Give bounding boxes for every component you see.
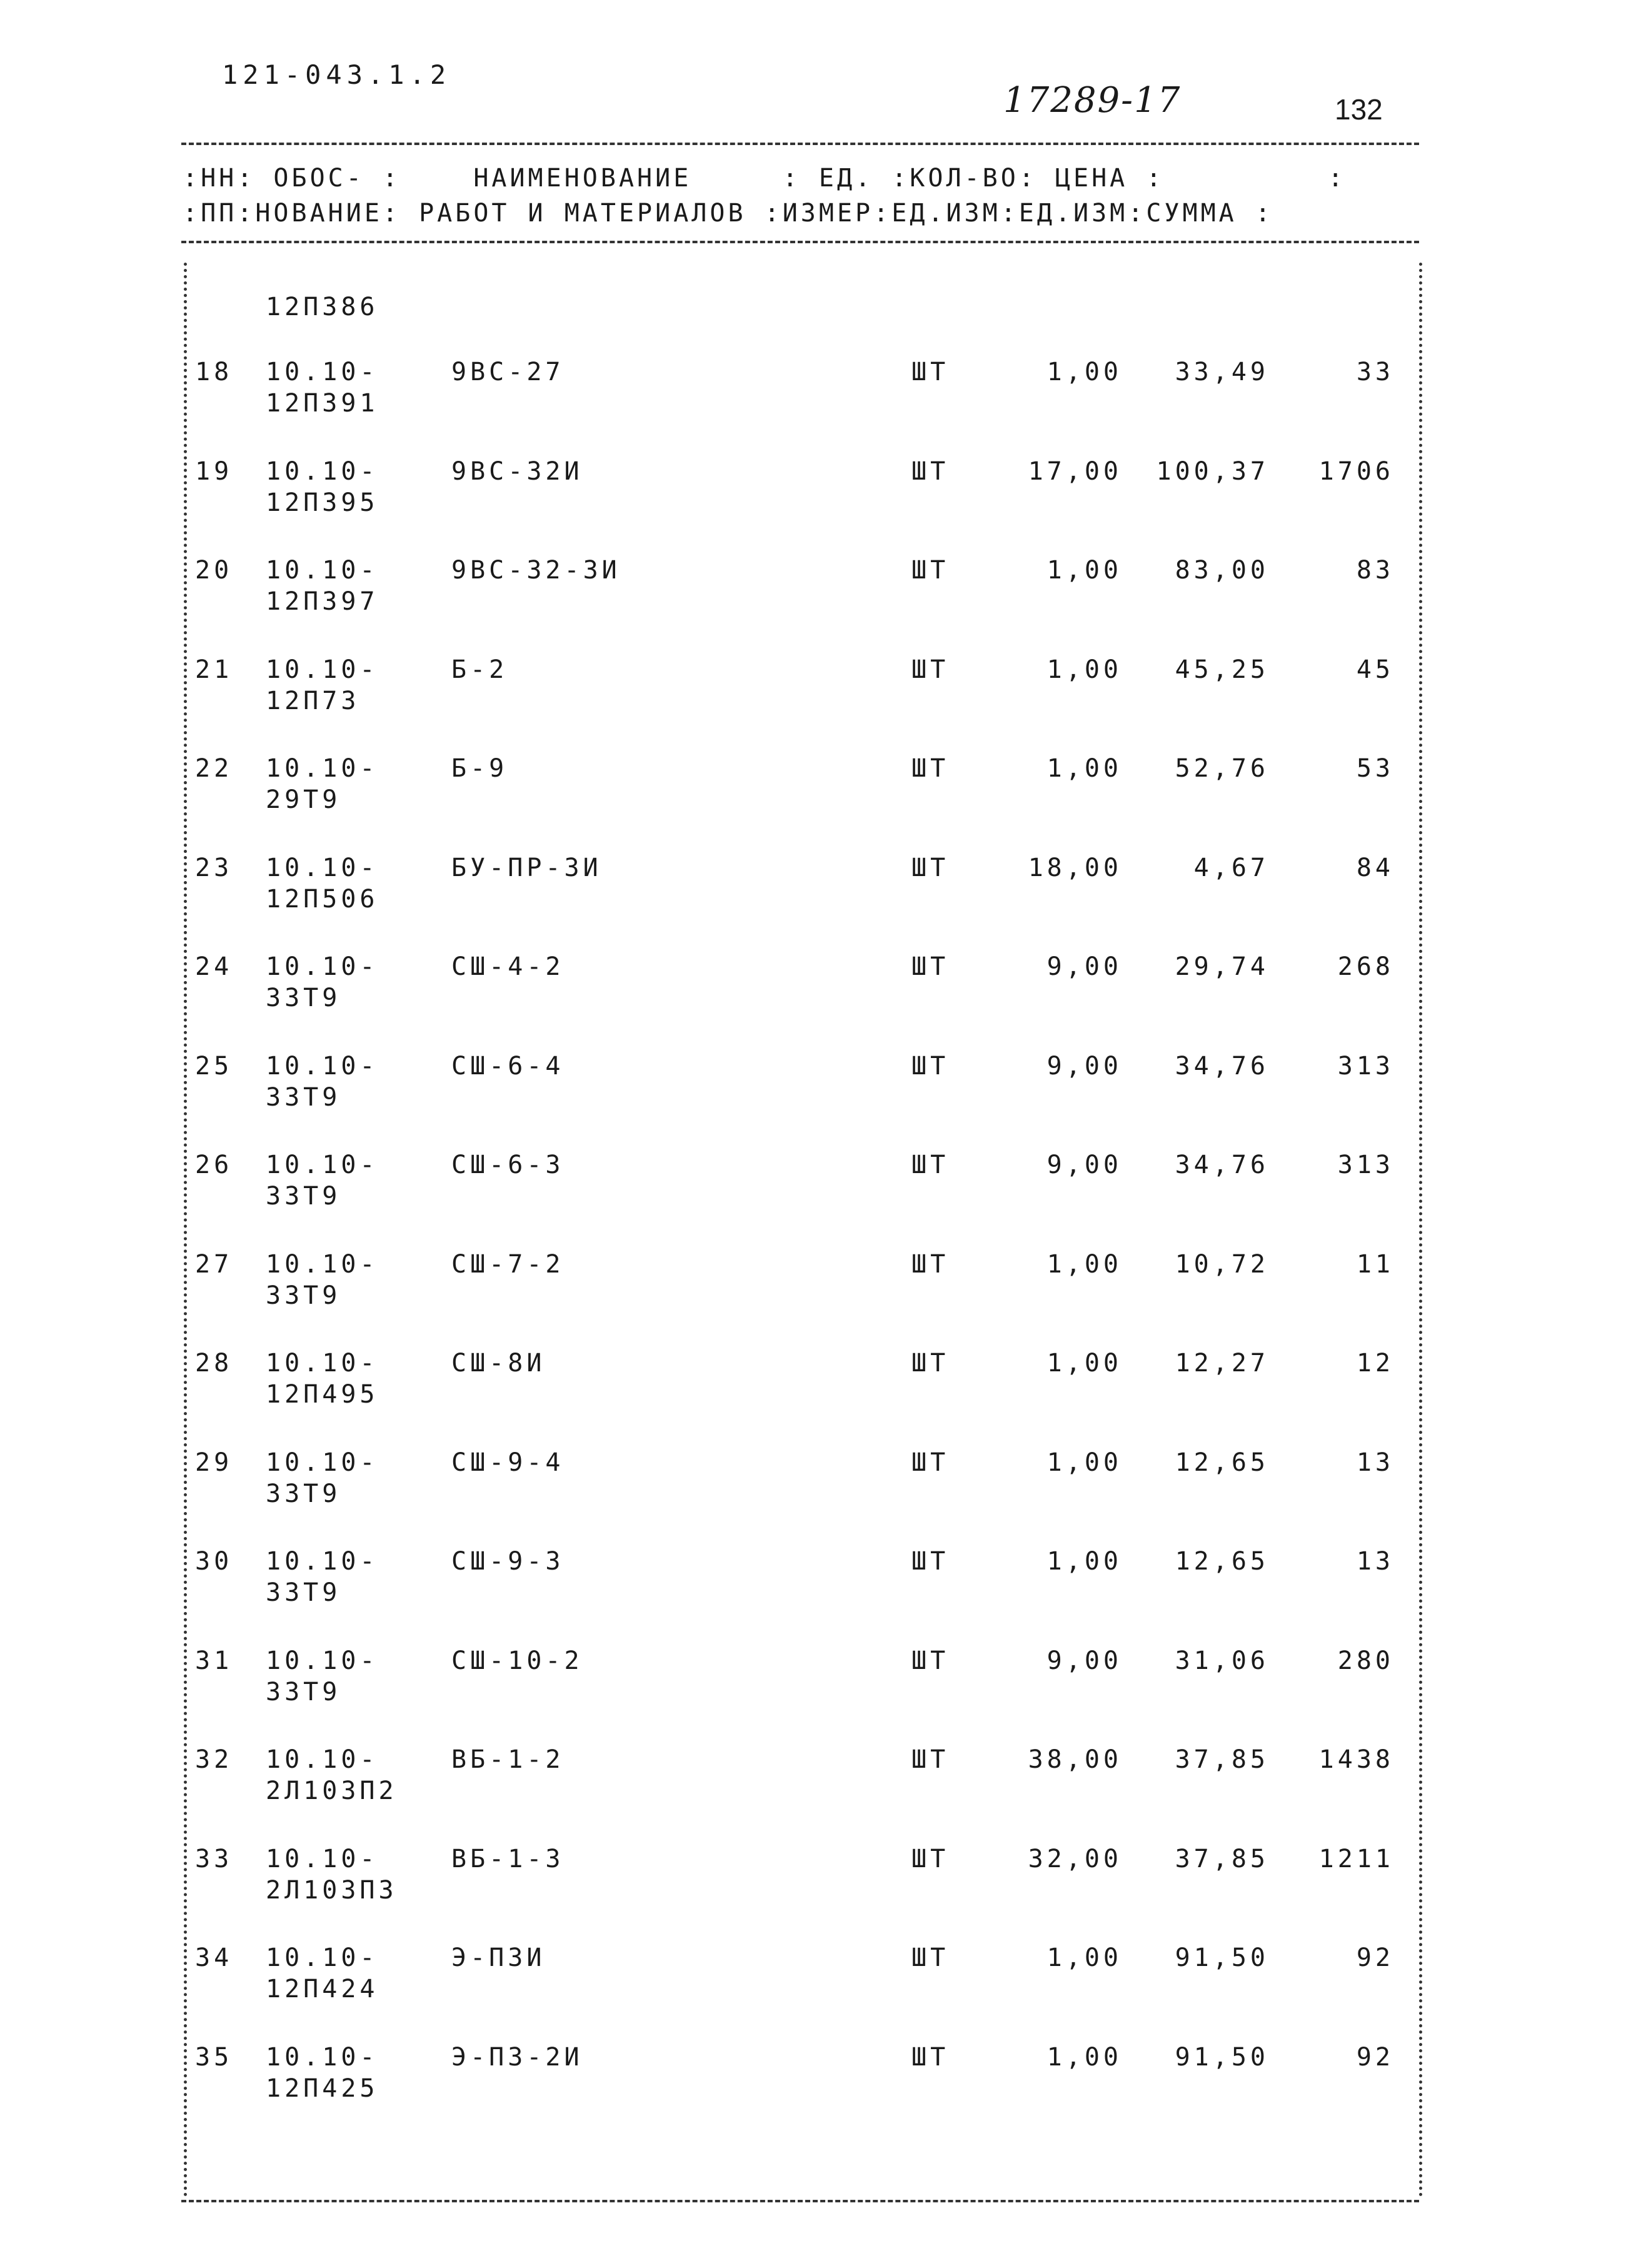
row-unit: ШТ (911, 1745, 950, 1774)
row-code-line1: 10.10- (266, 853, 379, 882)
row-unit: ШТ (911, 1844, 950, 1873)
row-code-line2: 33Т9 (266, 1677, 341, 1706)
row-price: 34,76 (1175, 1151, 1269, 1179)
row-number: 24 (195, 952, 233, 981)
table-header-divider (181, 241, 1419, 243)
row-number: 32 (195, 1745, 233, 1774)
row-quantity: 9,00 (1046, 1051, 1122, 1081)
table-right-border (1419, 263, 1422, 2198)
row-item-name: СШ-4-2 (451, 952, 565, 981)
row-code-line2: 12П425 (266, 2074, 379, 2103)
row-item-name: СШ-7-2 (451, 1249, 565, 1279)
row-number: 30 (195, 1547, 233, 1576)
row-item-name: 9ВС-32И (451, 456, 583, 486)
row-unit: ШТ (911, 358, 950, 386)
row-sum: 268 (1337, 952, 1394, 981)
row-item-name: СШ-9-4 (451, 1448, 565, 1477)
row-unit: ШТ (911, 2042, 950, 2072)
row-number: 31 (195, 1646, 233, 1675)
row-quantity: 9,00 (1046, 952, 1122, 981)
row-sum: 1706 (1318, 456, 1394, 486)
row-quantity: 1,00 (1046, 1349, 1122, 1378)
row-item-name: СШ-9-3 (451, 1547, 565, 1576)
row-sum: 84 (1356, 853, 1394, 882)
row-code-line1: 10.10- (266, 456, 379, 486)
row-number: 20 (195, 556, 233, 585)
row-code-line2: 33Т9 (266, 1182, 341, 1211)
row-code-line2: 12П395 (266, 488, 379, 517)
row-sum: 313 (1337, 1151, 1394, 1179)
row-item-name: СШ-6-4 (451, 1051, 565, 1081)
row-number: 29 (195, 1448, 233, 1477)
row-unit: ШТ (911, 655, 950, 684)
row-quantity: 32,00 (1028, 1844, 1122, 1873)
row-item-name: Б-2 (451, 655, 508, 684)
row-number: 21 (195, 655, 233, 684)
continuation-code: 12П386 (266, 293, 379, 321)
row-unit: ШТ (911, 1249, 950, 1279)
row-item-name: Э-П3-2И (451, 2042, 583, 2072)
row-sum: 280 (1337, 1646, 1394, 1675)
row-price: 52,76 (1175, 754, 1269, 783)
row-code-line2: 29Т9 (266, 785, 341, 814)
table-bottom-border (181, 2200, 1419, 2202)
row-price: 91,50 (1175, 2042, 1269, 2072)
row-sum: 83 (1356, 556, 1394, 585)
row-item-name: СШ-10-2 (451, 1646, 583, 1675)
row-number: 22 (195, 754, 233, 783)
row-code-line2: 12П397 (266, 587, 379, 616)
row-quantity: 18,00 (1028, 853, 1122, 882)
row-quantity: 9,00 (1046, 1646, 1122, 1675)
row-sum: 92 (1356, 2042, 1394, 2072)
row-code-line2: 12П495 (266, 1380, 379, 1409)
row-item-name: СШ-6-3 (451, 1151, 565, 1179)
row-code-line2: 12П506 (266, 884, 379, 914)
row-item-name: 9ВС-32-3И (451, 556, 621, 585)
row-item-name: Б-9 (451, 754, 508, 783)
row-code-line2: 33Т9 (266, 1479, 341, 1508)
row-price: 100,37 (1156, 456, 1269, 486)
row-number: 25 (195, 1051, 233, 1081)
row-quantity: 38,00 (1028, 1745, 1122, 1774)
row-price: 31,06 (1175, 1646, 1269, 1675)
row-quantity: 1,00 (1046, 1943, 1122, 1972)
table-header-line-1: :НН: ОБОС- : НАИМЕНОВАНИЕ : ЕД. :КОЛ-ВО: ЦЕНА : : (183, 164, 1347, 193)
row-sum: 313 (1337, 1051, 1394, 1081)
row-sum: 1438 (1318, 1745, 1394, 1774)
row-price: 83,00 (1175, 556, 1269, 585)
row-unit: ШТ (911, 456, 950, 486)
row-price: 10,72 (1175, 1249, 1269, 1279)
row-code-line2: 12П73 (266, 686, 360, 715)
row-number: 35 (195, 2042, 233, 2072)
row-price: 34,76 (1175, 1051, 1269, 1081)
row-unit: ШТ (911, 1051, 950, 1081)
row-code-line1: 10.10- (266, 358, 379, 386)
row-quantity: 1,00 (1046, 754, 1122, 783)
row-unit: ШТ (911, 1448, 950, 1477)
row-sum: 53 (1356, 754, 1394, 783)
row-unit: ШТ (911, 1547, 950, 1576)
row-price: 45,25 (1175, 655, 1269, 684)
row-code-line2: 12П391 (266, 389, 379, 418)
row-sum: 1211 (1318, 1844, 1394, 1873)
row-item-name: СШ-8И (451, 1349, 546, 1378)
row-code-line2: 2Л103П2 (266, 1777, 398, 1805)
row-sum: 12 (1356, 1349, 1394, 1378)
row-code-line1: 10.10- (266, 2042, 379, 2072)
row-code-line1: 10.10- (266, 1448, 379, 1477)
row-price: 12,65 (1175, 1547, 1269, 1576)
row-code-line2: 33Т9 (266, 1578, 341, 1607)
row-unit: ШТ (911, 853, 950, 882)
row-code-line2: 33Т9 (266, 1281, 341, 1310)
table-left-border (184, 263, 187, 2198)
row-code-line1: 10.10- (266, 754, 379, 783)
row-item-name: ВБ-1-3 (451, 1844, 565, 1873)
row-item-name: Э-П3И (451, 1943, 546, 1972)
row-sum: 13 (1356, 1547, 1394, 1576)
row-number: 34 (195, 1943, 233, 1972)
row-quantity: 1,00 (1046, 358, 1122, 386)
row-code-line1: 10.10- (266, 1844, 379, 1873)
row-unit: ШТ (911, 556, 950, 585)
row-number: 26 (195, 1151, 233, 1179)
row-sum: 13 (1356, 1448, 1394, 1477)
row-code-line2: 2Л103П3 (266, 1875, 398, 1905)
row-number: 28 (195, 1349, 233, 1378)
row-code-line1: 10.10- (266, 1646, 379, 1675)
row-code-line1: 10.10- (266, 1249, 379, 1279)
row-quantity: 1,00 (1046, 2042, 1122, 2072)
row-sum: 33 (1356, 358, 1394, 386)
document-code: 121-043.1.2 (222, 59, 451, 90)
row-number: 23 (195, 853, 233, 882)
row-item-name: ВБ-1-2 (451, 1745, 565, 1774)
table-header-line-2: :ПП:НОВАНИЕ: РАБОТ И МАТЕРИАЛОВ :ИЗМЕР:ЕД.ИЗМ:ЕД.ИЗМ:СУММА : (183, 199, 1273, 228)
page-number: 132 (1335, 93, 1383, 126)
row-unit: ШТ (911, 1646, 950, 1675)
row-number: 19 (195, 456, 233, 486)
row-price: 91,50 (1175, 1943, 1269, 1972)
row-code-line1: 10.10- (266, 1349, 379, 1378)
row-number: 27 (195, 1249, 233, 1279)
row-price: 37,85 (1175, 1844, 1269, 1873)
row-quantity: 1,00 (1046, 556, 1122, 585)
row-quantity: 1,00 (1046, 1448, 1122, 1477)
row-item-name: БУ-ПР-3И (451, 853, 602, 882)
row-number: 18 (195, 358, 233, 386)
row-item-name: 9ВС-27 (451, 358, 565, 386)
row-price: 12,27 (1175, 1349, 1269, 1378)
row-code-line1: 10.10- (266, 1745, 379, 1774)
row-code-line1: 10.10- (266, 1943, 379, 1972)
row-code-line1: 10.10- (266, 1051, 379, 1081)
row-quantity: 1,00 (1046, 1249, 1122, 1279)
row-unit: ШТ (911, 952, 950, 981)
row-code-line1: 10.10- (266, 1151, 379, 1179)
row-price: 12,65 (1175, 1448, 1269, 1477)
row-price: 4,67 (1193, 853, 1269, 882)
row-code-line1: 10.10- (266, 1547, 379, 1576)
row-price: 37,85 (1175, 1745, 1269, 1774)
row-quantity: 1,00 (1046, 1547, 1122, 1576)
handwritten-number: 17289-17 (1003, 80, 1182, 121)
table-top-border (181, 143, 1419, 145)
row-quantity: 1,00 (1046, 655, 1122, 684)
row-code-line2: 12П424 (266, 1975, 379, 2003)
row-sum: 45 (1356, 655, 1394, 684)
row-sum: 11 (1356, 1249, 1394, 1279)
row-unit: ШТ (911, 1349, 950, 1378)
row-sum: 92 (1356, 1943, 1394, 1972)
row-code-line2: 33Т9 (266, 984, 341, 1012)
row-unit: ШТ (911, 754, 950, 783)
row-price: 33,49 (1175, 358, 1269, 386)
row-unit: ШТ (911, 1151, 950, 1179)
row-quantity: 9,00 (1046, 1151, 1122, 1179)
row-quantity: 17,00 (1028, 456, 1122, 486)
row-price: 29,74 (1175, 952, 1269, 981)
row-code-line1: 10.10- (266, 556, 379, 585)
row-number: 33 (195, 1844, 233, 1873)
row-code-line1: 10.10- (266, 952, 379, 981)
row-code-line1: 10.10- (266, 655, 379, 684)
row-code-line2: 33Т9 (266, 1082, 341, 1112)
row-unit: ШТ (911, 1943, 950, 1972)
